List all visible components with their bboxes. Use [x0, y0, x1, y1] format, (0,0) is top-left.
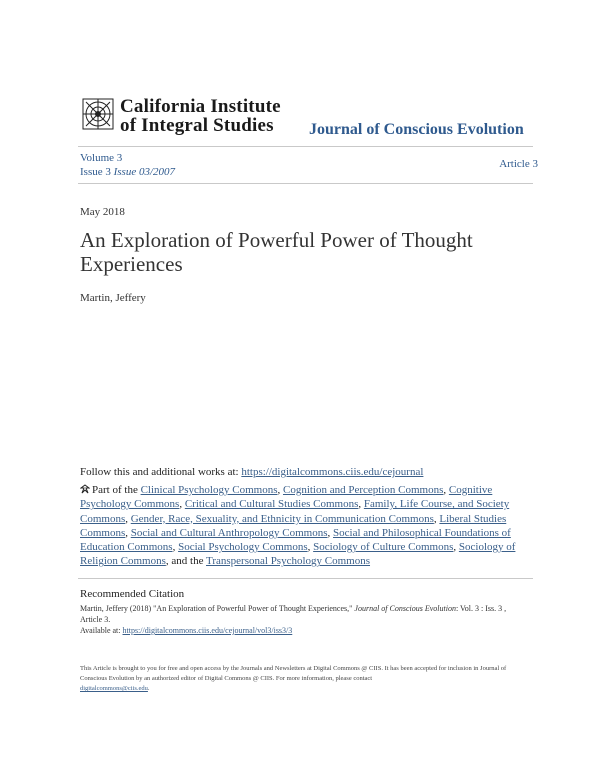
commons-link[interactable]: Critical and Cultural Studies Commons [184, 498, 359, 511]
commons-and-the: , and the [165, 555, 204, 568]
commons-link[interactable]: Cognitive Psychology Commons [80, 484, 493, 511]
article-link[interactable]: Article 3 [499, 158, 538, 170]
divider [78, 146, 533, 147]
commons-link[interactable]: Clinical Psychology Commons [140, 484, 278, 496]
follow-text: Follow this and additional works at: [80, 466, 239, 478]
commons-link[interactable]: Social and Philosophical Foundations of Education Commons [80, 526, 511, 554]
commons-link[interactable]: Liberal Studies Commons [80, 512, 507, 539]
follow-link[interactable]: https://digitalcommons.ciis.edu/cejournal [241, 466, 424, 478]
publication-date: May 2018 [80, 206, 125, 218]
commons-separator: , [172, 541, 179, 554]
author-name: Martin, Jeffery [80, 292, 146, 304]
citation-heading: Recommended Citation [80, 588, 185, 600]
paper-title: An Exploration of Powerful Power of Thought Experiences [80, 228, 473, 276]
institution-seal-icon [80, 96, 116, 132]
citation-available-label: Available at: [80, 626, 121, 635]
citation-body [80, 603, 520, 636]
commons-link[interactable]: Social Psychology Commons [178, 541, 308, 554]
commons-separator: , [307, 541, 314, 554]
citation-journal: Journal of Conscious Evolution [354, 604, 456, 613]
commons-separator: , [443, 484, 449, 496]
commons-list [80, 483, 520, 569]
footer-notice [80, 664, 520, 694]
commons-prefix: Part of the [92, 484, 138, 496]
institution-name-line2: of Integral Studies [120, 115, 274, 136]
divider [78, 183, 533, 184]
issue-number: Issue 3 [80, 166, 111, 178]
issue-date: Issue 03/2007 [113, 166, 176, 178]
commons-link-transpersonal[interactable]: Transpersonal Psychology Commons [206, 555, 371, 568]
commons-link[interactable]: Social and Cultural Anthropology Commons [130, 526, 328, 539]
commons-separator: , [327, 526, 334, 539]
institution-name-line1: California Institute [120, 96, 281, 117]
commons-separator: , [358, 498, 364, 511]
open-access-icon [80, 484, 90, 494]
commons-link[interactable]: Family, Life Course, and Society Commons [80, 498, 510, 525]
citation-text: Martin, Jeffery (2018) "An Exploration of Powerful Power of Thought Experiences," [80, 604, 353, 613]
commons-separator: , [125, 512, 131, 525]
commons-link[interactable]: Sociology of Religion Commons [80, 541, 516, 568]
footer-end: . [147, 685, 150, 692]
volume-link[interactable]: Volume 3 [80, 152, 123, 164]
commons-separator: , [453, 541, 459, 554]
citation-volume: : Vol. 3 : Iss. 3 , Article 3. [80, 604, 507, 624]
institution-logo [80, 96, 300, 136]
citation-url-link[interactable]: https://digitalcommons.ciis.edu/cejournal/vol3/iss3/3 [122, 626, 293, 635]
commons-separator: , [179, 498, 185, 511]
commons-separator: , [277, 484, 283, 496]
commons-separator: , [125, 526, 131, 539]
follow-line [80, 466, 423, 478]
commons-separator: , [433, 512, 440, 525]
footer-text: This Article is brought to you for free and open access by the Journals and Newsletters at Digital Commons @ CIIS. It has been accepted for inclusion in Journal of Conscious Evolution by an authorized editor of Digital Commons @ CIIS. For more information, please contact [80, 665, 507, 682]
divider [78, 578, 533, 579]
commons-link[interactable]: Cognition and Perception Commons [282, 484, 444, 496]
commons-link[interactable]: Gender, Race, Sexuality, and Ethnicity in Communication Commons [130, 512, 434, 525]
journal-title[interactable]: Journal of Conscious Evolution [309, 121, 524, 138]
contact-email-link[interactable]: digitalcommons@ciis.edu [80, 685, 148, 692]
issue-link[interactable] [80, 166, 175, 178]
commons-link[interactable]: Sociology of Culture Commons [313, 541, 454, 554]
